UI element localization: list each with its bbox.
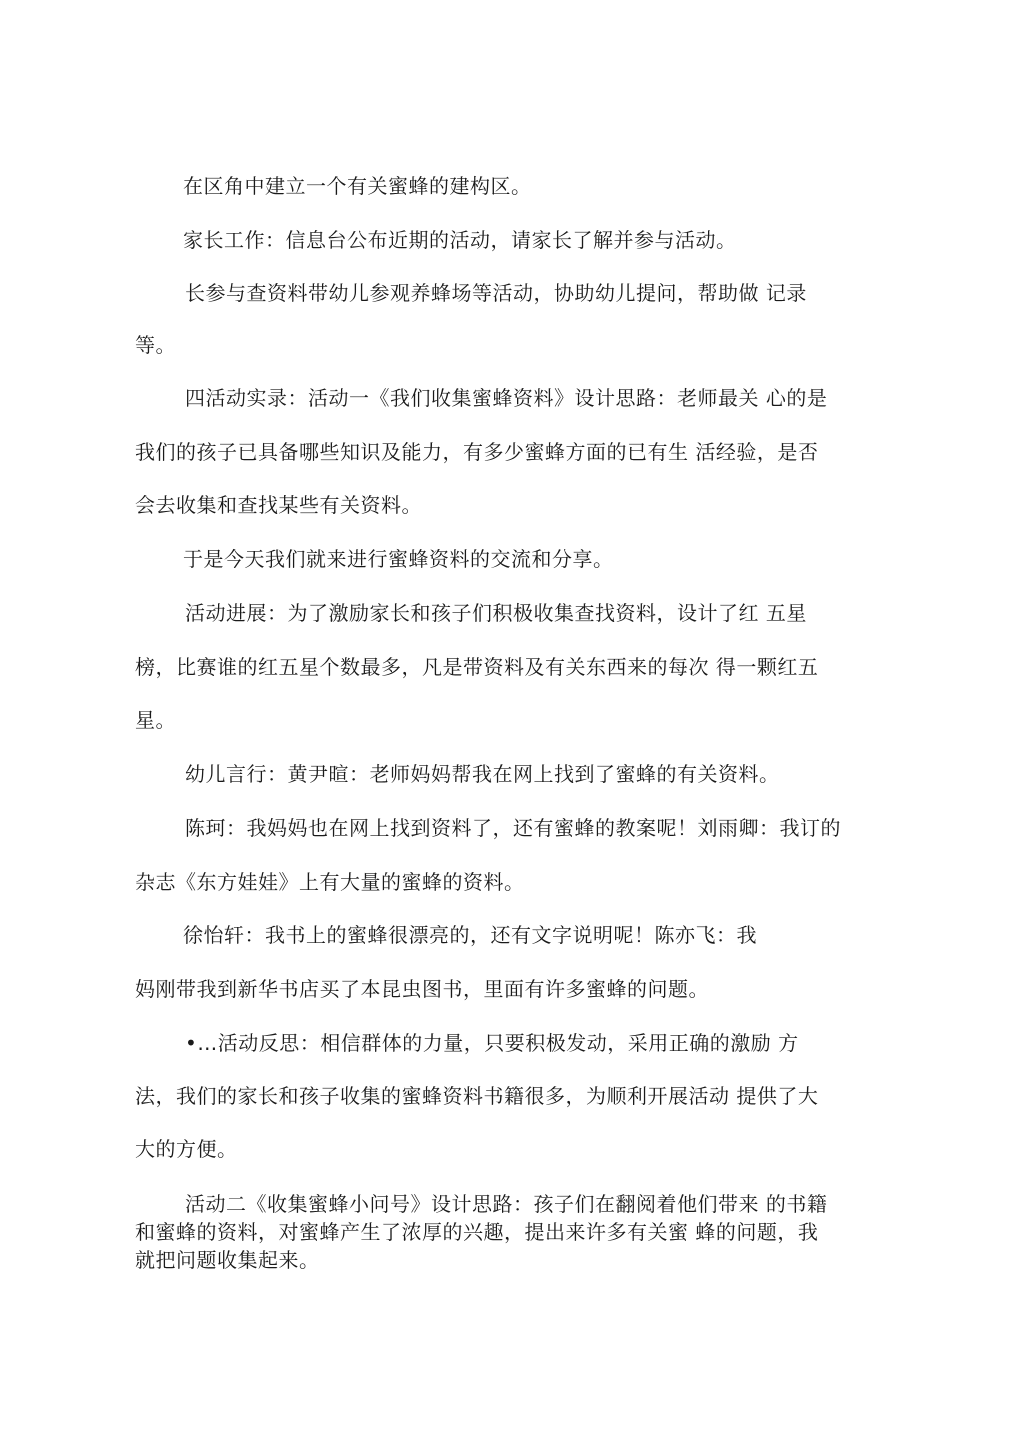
text-line: 徐怡轩：我书上的蜜蜂很漂亮的，还有文字说明呢！陈亦飞：我	[183, 923, 757, 947]
text-line: 榜，比赛谁的红五星个数最多，凡是带资料及有关东西来的每次 得一颗红五	[135, 655, 819, 679]
text-line: 法，我们的家长和孩子收集的蜜蜂资料书籍很多，为顺利开展活动 提供了大	[135, 1084, 819, 1108]
text-line: 会去收集和查找某些有关资料。	[135, 493, 422, 517]
text-line: 星。	[135, 708, 176, 732]
text-line: 陈珂：我妈妈也在网上找到资料了，还有蜜蜂的教案呢！刘雨卿：我订的	[185, 816, 841, 840]
text-line: 活动二《收集蜜蜂小问号》设计思路：孩子们在翻阅着他们带来 的书籍	[185, 1192, 828, 1216]
text-line: 和蜜蜂的资料，对蜜蜂产生了浓厚的兴趣，提出来许多有关蜜 蜂的问题，我	[135, 1220, 819, 1244]
text-line: •…活动反思：相信群体的力量，只要积极发动，采用正确的激励 方	[185, 1031, 799, 1055]
text-line: 于是今天我们就来进行蜜蜂资料的交流和分享。	[183, 547, 614, 571]
text-line: 杂志《东方娃娃》上有大量的蜜蜂的资料。	[135, 870, 525, 894]
text-line: 在区角中建立一个有关蜜蜂的建构区。	[183, 174, 532, 198]
text-line: 长参与查资料带幼儿参观养蜂场等活动，协助幼儿提问，帮助做 记录	[185, 281, 807, 305]
text-line: 妈刚带我到新华书店买了本昆虫图书，里面有许多蜜蜂的问题。	[135, 977, 709, 1001]
text-line: 就把问题收集起来。	[135, 1248, 320, 1272]
text-line: 四活动实录：活动一《我们收集蜜蜂资料》设计思路：老师最关 心的是	[185, 386, 828, 410]
text-line: 幼儿言行：黄尹暄：老师妈妈帮我在网上找到了蜜蜂的有关资料。	[185, 762, 780, 786]
text-line: 活动进展：为了激励家长和孩子们积极收集查找资料，设计了红 五星	[185, 601, 807, 625]
text-line: 大的方便。	[135, 1137, 238, 1161]
text-line: 家长工作：信息台公布近期的活动，请家长了解并参与活动。	[183, 228, 737, 252]
text-line: 等。	[135, 333, 176, 357]
text-line: 我们的孩子已具备哪些知识及能力，有多少蜜蜂方面的已有生 活经验，是否	[135, 440, 819, 464]
